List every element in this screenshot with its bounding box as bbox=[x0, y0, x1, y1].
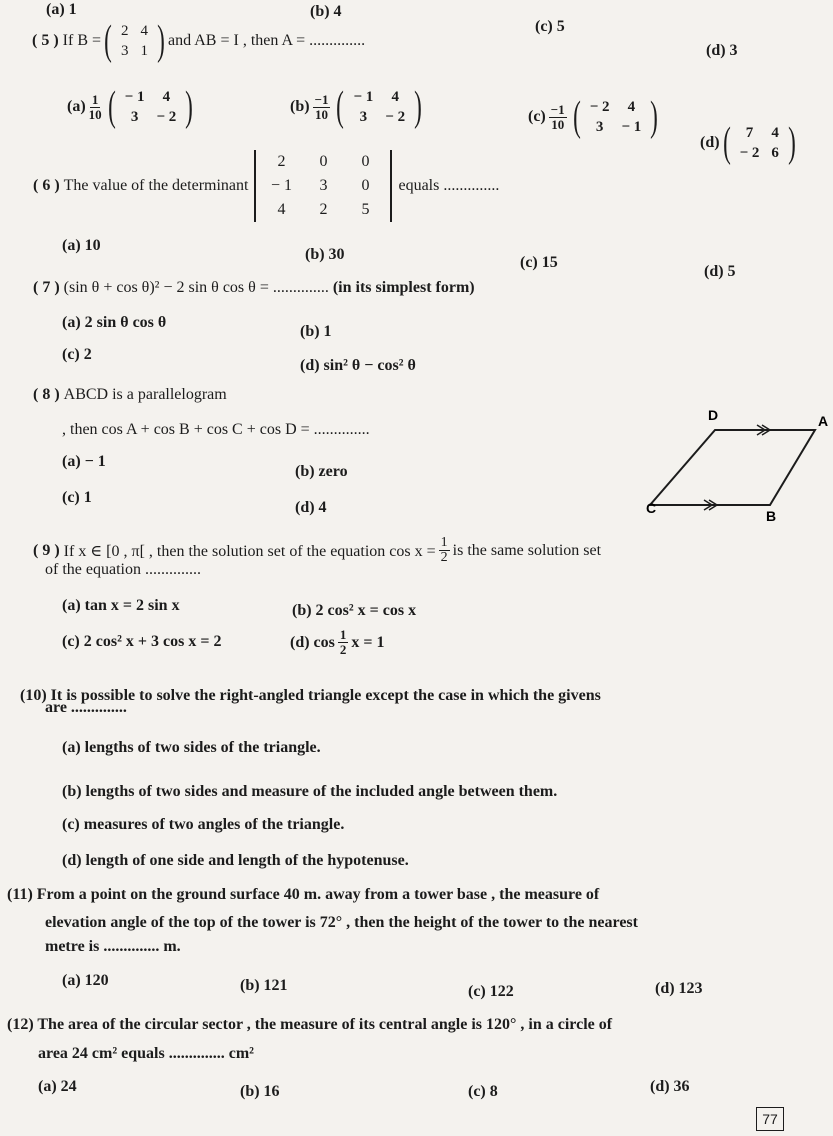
q5-option-a[interactable]: (a) $\frac{1}{10}$ ( − 1 4 3 − 2 ) bbox=[67, 84, 194, 130]
question-5-stem bbox=[32, 20, 365, 62]
q5-option-c[interactable]: (c) $\frac{-1}{10}$ ( − 2 4 3 − 1 ) bbox=[528, 94, 659, 140]
q11-option-b[interactable]: (b) 121 bbox=[240, 977, 288, 994]
page-number: 77 bbox=[756, 1107, 784, 1131]
matrix-b: ( 2 4 3 1 ) bbox=[104, 18, 165, 64]
answer-blank: .............. bbox=[309, 32, 366, 49]
q6-option-b[interactable]: (b) 30 bbox=[305, 246, 345, 263]
prev-option-c: (c) 5 bbox=[535, 18, 565, 35]
q6-option-d[interactable]: (d) 5 bbox=[704, 263, 736, 280]
q9-option-d[interactable]: (d) cos $\frac{1}{2}$ x = 1 bbox=[290, 627, 385, 657]
q9-option-a[interactable]: (a) tan x = 2 sin x bbox=[62, 597, 180, 614]
vertex-b: B bbox=[766, 508, 777, 524]
q10-option-a[interactable]: (a) lengths of two sides of the triangle. bbox=[62, 739, 321, 756]
q12-option-c[interactable]: (c) 8 bbox=[468, 1083, 498, 1100]
q5-if-b: If B = bbox=[62, 32, 102, 49]
question-9-stem: ( 9 ) If x ∈ [0 , π[ , then the solution set of the equation cos x = $\frac{1}{2}$ is the same solution set bbox=[33, 535, 602, 565]
question-7-stem: ( 7 ) (sin θ + cos θ)² − 2 sin θ cos θ = .............. (in its simplest form) bbox=[33, 279, 475, 296]
q11-option-a[interactable]: (a) 120 bbox=[62, 972, 109, 989]
question-8-line2: , then cos A + cos B + cos C + cos D = .............. bbox=[62, 421, 370, 438]
q8-option-c[interactable]: (c) 1 bbox=[62, 489, 92, 506]
q11-option-d[interactable]: (d) 123 bbox=[655, 980, 703, 997]
question-12-line2: area 24 cm² equals .............. cm² bbox=[38, 1045, 254, 1062]
q6-option-a[interactable]: (a) 10 bbox=[62, 237, 101, 254]
q7-option-b[interactable]: (b) 1 bbox=[300, 323, 332, 340]
q8-option-b[interactable]: (b) zero bbox=[295, 463, 348, 480]
q12-option-d[interactable]: (d) 36 bbox=[650, 1078, 690, 1095]
q11-option-c[interactable]: (c) 122 bbox=[468, 983, 514, 1000]
q6-option-c[interactable]: (c) 15 bbox=[520, 254, 558, 271]
q7-option-a[interactable]: (a) 2 sin θ cos θ bbox=[62, 314, 167, 331]
question-11-stem: (11) From a point on the ground surface 40 m. away from a tower base , the measure of bbox=[7, 886, 600, 903]
q5-condition: and AB = I , then A = bbox=[168, 32, 306, 49]
q9-option-c[interactable]: (c) 2 cos² x + 3 cos x = 2 bbox=[62, 633, 222, 650]
q5-option-b[interactable]: (b) $\frac{-1}{10}$ ( − 1 4 3 − 2 ) bbox=[290, 84, 422, 130]
q12-option-b[interactable]: (b) 16 bbox=[240, 1083, 280, 1100]
q10-option-b[interactable]: (b) lengths of two sides and measure of the included angle between them. bbox=[62, 783, 558, 800]
vertex-d: D bbox=[708, 407, 719, 423]
q10-option-c[interactable]: (c) measures of two angles of the triangle. bbox=[62, 816, 345, 833]
question-10-stem: (10) It is possible to solve the right-angled triangle except the case in which the givens bbox=[20, 687, 601, 704]
q9-option-b[interactable]: (b) 2 cos² x = cos x bbox=[292, 602, 417, 619]
question-6-stem: ( 6 ) The value of the determinant 2 0 0 − 1 3 0 4 2 5 equals .............. bbox=[33, 150, 499, 222]
determinant: 2 0 0 − 1 3 0 4 2 5 bbox=[254, 150, 392, 222]
question-8-stem: ( 8 ) ABCD is a parallelogram bbox=[33, 386, 227, 403]
question-9-line2: of the equation .............. bbox=[45, 561, 201, 578]
vertex-a: A bbox=[818, 413, 829, 429]
prev-option-a: (a) 1 bbox=[46, 1, 77, 18]
q10-option-d[interactable]: (d) length of one side and length of the hypotenuse. bbox=[62, 852, 409, 869]
question-12-stem: (12) The area of the circular sector , the measure of its central angle is 120° , in a circle of bbox=[7, 1016, 613, 1033]
question-11-line2: elevation angle of the top of the tower is 72° , then the height of the tower to the nearest bbox=[45, 914, 638, 931]
question-11-line3: metre is .............. m. bbox=[45, 938, 181, 955]
q7-option-c[interactable]: (c) 2 bbox=[62, 346, 92, 363]
vertex-c: C bbox=[646, 500, 657, 516]
question-10-line2: are .............. bbox=[45, 699, 127, 716]
q7-option-d[interactable]: (d) sin² θ − cos² θ bbox=[300, 357, 416, 374]
prev-option-d: (d) 3 bbox=[706, 42, 738, 59]
q5-option-d[interactable]: (d) ( 7 4 − 2 6 ) bbox=[700, 120, 796, 166]
q8-option-d[interactable]: (d) 4 bbox=[295, 499, 327, 516]
parallelogram-figure bbox=[640, 400, 830, 525]
prev-option-b: (b) 4 bbox=[310, 3, 342, 20]
question-number: ( 5 ) bbox=[32, 32, 59, 49]
q12-option-a[interactable]: (a) 24 bbox=[38, 1078, 77, 1095]
q8-option-a[interactable]: (a) − 1 bbox=[62, 453, 106, 470]
